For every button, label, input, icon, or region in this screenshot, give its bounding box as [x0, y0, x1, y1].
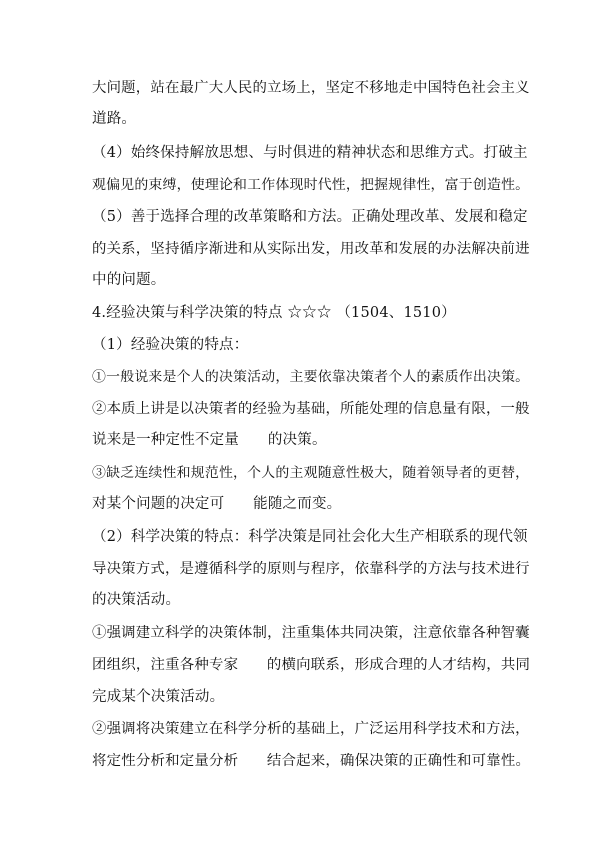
text-line: ②本质上讲是以决策者的经验为基础，所能处理的信息量有限，一般 [92, 401, 530, 417]
text-line: （5）善于选择合理的改革策略和方法。正确处理改革、发展和稳定 [92, 209, 528, 225]
text-line: 大问题，站在最广大人民的立场上，坚定不移地走中国特色社会主义 [92, 80, 530, 96]
section-heading: 4.经验决策与科学决策的特点 ☆☆☆ （1504、1510） [92, 305, 456, 321]
text-line: 完成某个决策活动。 [92, 689, 225, 705]
text-line: （2）科学决策的特点：科学决策是同社会化大生产相联系的现代领 [92, 529, 528, 545]
text-line: 说来是一种定性不定量 的决策。 [92, 432, 327, 448]
text-line: ①一般说来是个人的决策活动，主要依靠决策者个人的素质作出决策。 [92, 369, 530, 385]
text-line: 中的问题。 [92, 272, 166, 288]
text-line: ①强调建立科学的决策体制，注重集体共同决策，注意依靠各种智囊 [92, 625, 530, 641]
text-line: 道路。 [92, 111, 137, 127]
text-line: 的关系，坚持循序渐进和从实际出发，用改革和发展的办法解决前进 [92, 241, 530, 257]
text-line: 对某个问题的决定可 能随之而变。 [92, 496, 342, 512]
text-line: 将定性分析和定量分析 结合起来，确保决策的正确性和可靠性。 [92, 753, 531, 769]
text-line: 团组织，注重各种专家 的横向联系，形成合理的人才结构，共同 [92, 657, 531, 673]
text-line: （4）始终保持解放思想、与时俱进的精神状态和思维方式。打破主 [92, 145, 528, 161]
text-line: ②强调将决策建立在科学分析的基础上，广泛运用科学技术和方法， [92, 721, 530, 737]
text-line: （1）经验决策的特点： [92, 337, 249, 353]
text-line: 观偏见的束缚，使理论和工作体现时代性，把握规律性，富于创造性。 [92, 177, 530, 193]
text-line: ③缺乏连续性和规范性，个人的主观随意性极大，随着领导者的更替， [92, 465, 530, 481]
text-line: 的决策活动。 [92, 592, 181, 608]
text-line: 导决策方式，是遵循科学的原则与程序，依靠科学的方法与技术进行 [92, 561, 530, 577]
